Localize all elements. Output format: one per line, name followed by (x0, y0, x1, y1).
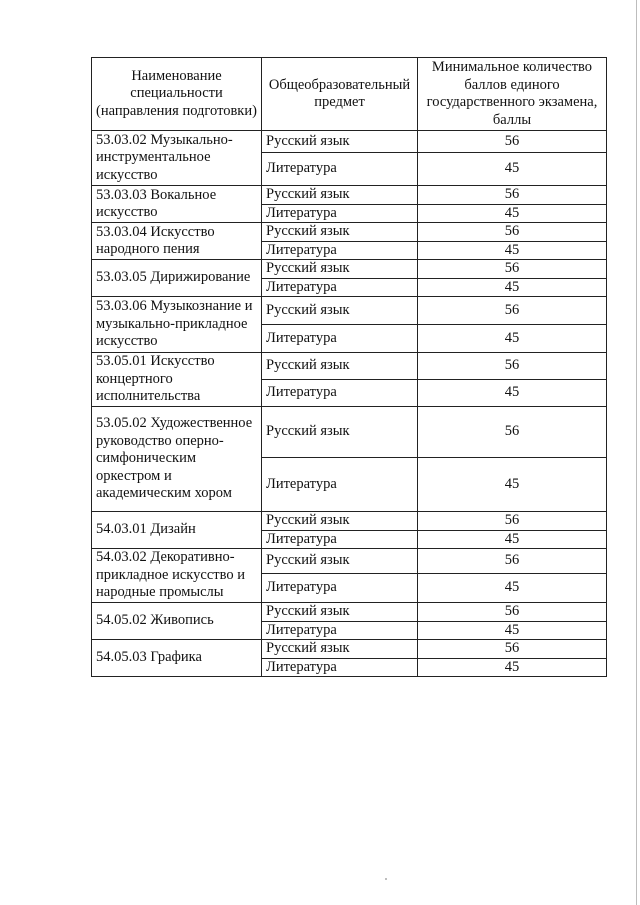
score-cell: 45 (418, 153, 607, 186)
table-row (92, 297, 607, 325)
specialty-cell: 54.05.03 Графика (92, 640, 262, 677)
specialty-cell: 53.03.04 Искусство народного пения (92, 223, 262, 260)
subject-cell: Русский язык (262, 603, 418, 622)
score-cell: 56 (418, 186, 607, 205)
subject-cell: Литература (262, 325, 418, 353)
subject-cell: Литература (262, 278, 418, 297)
header-min-score: Минимальное количество баллов единого государственного экзамена, баллы (418, 58, 607, 131)
header-subject: Общеобразовательный предмет (262, 58, 418, 131)
scan-speck (385, 878, 387, 880)
score-cell: 45 (418, 380, 607, 407)
table-row (92, 603, 607, 622)
table-row (92, 512, 607, 531)
specialty-cell: 53.05.02 Художественное руководство оперно-симфоническим оркестром и академическим хором (92, 407, 262, 512)
table-row (92, 186, 607, 205)
subject-cell: Литература (262, 204, 418, 223)
score-cell: 45 (418, 241, 607, 260)
subject-cell: Русский язык (262, 407, 418, 458)
table-row (92, 260, 607, 279)
table-row (92, 640, 607, 659)
specialty-cell: 53.03.03 Вокальное искусство (92, 186, 262, 223)
page-edge (636, 0, 637, 905)
table-header-row (92, 58, 607, 131)
header-specialty: Наименование специальности (направления подготовки) (92, 58, 262, 131)
specialty-cell: 53.03.05 Дирижирование (92, 260, 262, 297)
specialty-cell: 54.03.02 Декоративно-прикладное искусство и народные промыслы (92, 549, 262, 603)
subject-cell: Литература (262, 153, 418, 186)
score-cell: 56 (418, 407, 607, 458)
subject-cell: Русский язык (262, 512, 418, 531)
score-cell: 56 (418, 603, 607, 622)
exam-scores-table (91, 57, 607, 677)
score-cell: 56 (418, 297, 607, 325)
score-cell: 45 (418, 325, 607, 353)
subject-cell: Литература (262, 621, 418, 640)
score-cell: 56 (418, 260, 607, 279)
subject-cell: Литература (262, 574, 418, 603)
subject-cell: Русский язык (262, 223, 418, 242)
subject-cell: Литература (262, 241, 418, 260)
specialty-cell: 53.05.01 Искусство концертного исполнительства (92, 353, 262, 407)
specialty-cell: 53.03.02 Музыкально-инструментальное искусство (92, 131, 262, 186)
specialty-cell: 54.03.01 Дизайн (92, 512, 262, 549)
specialty-cell: 54.05.02 Живопись (92, 603, 262, 640)
subject-cell: Русский язык (262, 131, 418, 153)
score-cell: 45 (418, 530, 607, 549)
subject-cell: Литература (262, 658, 418, 677)
table-row (92, 549, 607, 574)
score-cell: 56 (418, 640, 607, 659)
score-cell: 56 (418, 512, 607, 531)
table-row (92, 223, 607, 242)
score-cell: 45 (418, 278, 607, 297)
score-cell: 56 (418, 353, 607, 380)
subject-cell: Русский язык (262, 353, 418, 380)
subject-cell: Русский язык (262, 297, 418, 325)
subject-cell: Русский язык (262, 640, 418, 659)
table-row (92, 353, 607, 380)
score-cell: 45 (418, 458, 607, 512)
score-cell: 45 (418, 204, 607, 223)
score-cell: 45 (418, 574, 607, 603)
score-cell: 56 (418, 223, 607, 242)
subject-cell: Русский язык (262, 549, 418, 574)
specialty-cell: 53.03.06 Музыкознание и музыкально-прикладное искусство (92, 297, 262, 353)
score-cell: 56 (418, 131, 607, 153)
subject-cell: Русский язык (262, 186, 418, 205)
table-row (92, 131, 607, 153)
score-cell: 45 (418, 621, 607, 640)
subject-cell: Русский язык (262, 260, 418, 279)
subject-cell: Литература (262, 380, 418, 407)
score-cell: 56 (418, 549, 607, 574)
subject-cell: Литература (262, 458, 418, 512)
subject-cell: Литература (262, 530, 418, 549)
score-cell: 45 (418, 658, 607, 677)
table-row (92, 407, 607, 458)
